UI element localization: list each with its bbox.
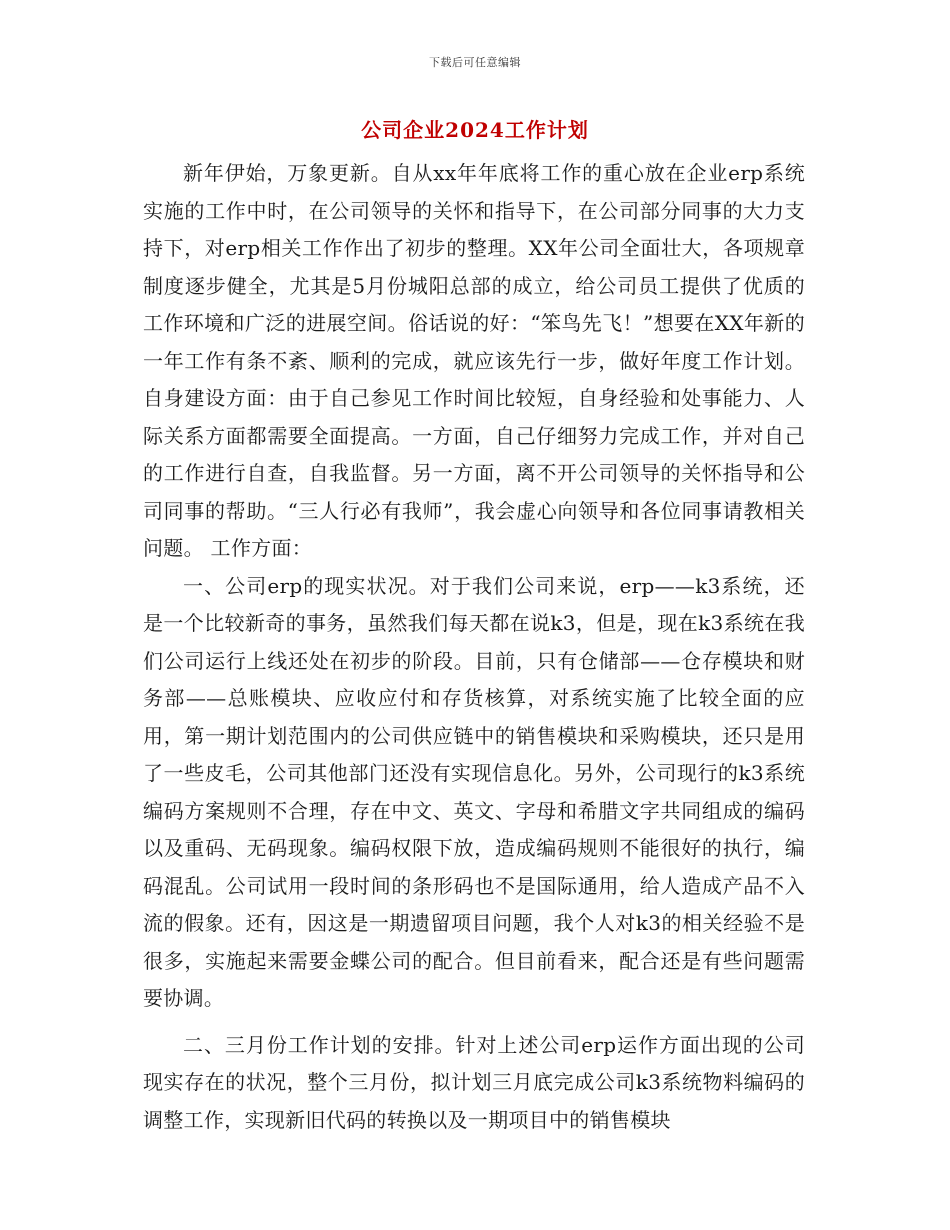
document-title: 公司企业2024工作计划 xyxy=(361,118,589,142)
paragraph-section-2: 二、三月份工作计划的安排。针对上述公司erp运作方面出现的公司现实存在的状况，整个三月份，拟计划三月底完成公司k3系统物料编码的调整工作，实现新旧代码的转换以及一期项目中的销售模块 xyxy=(143,1032,805,1132)
document-body xyxy=(143,155,805,1139)
paragraph-section-1: 一、公司erp的现实状况。对于我们公司来说，erp——k3系统，还是一个比较新奇的事务，虽然我们每天都在说k3，但是，现在k3系统在我们公司运行上线还处在初步的阶段。目前，只有仓储部——仓存模块和财务部——总账模块、应收应付和存货核算，对系统实施了比较全面的应用，第一期计划范围内的公司供应链中的销售模块和采购模块，还只是用了一些皮毛，公司其他部门还没有实现信息化。另外，公司现行的k3系统编码方案规则不合理，存在中文、英文、字母和希腊文字共同组成的编码以及重码、无码现象。编码权限下放，造成编码规则不能很好的执行，编码混乱。公司试用一段时间的条形码也不是国际通用，给人造成产品不入流的假象。还有，因这是一期遗留项目问题，我个人对k3的相关经验不是很多，实施起来需要金蝶公司的配合。但目前看来，配合还是有些问题需要协调。 xyxy=(143,573,805,1010)
paragraph-intro: 新年伊始，万象更新。自从xx年年底将工作的重心放在企业erp系统实施的工作中时，在公司领导的关怀和指导下，在公司部分同事的大力支持下，对erp相关工作作出了初步的整理。XX年公司全面壮大，各项规章制度逐步健全，尤其是5月份城阳总部的成立，给公司员工提供了优质的工作环境和广泛的进展空间。俗话说的好：“笨鸟先飞！”想要在XX年新的一年工作有条不紊、顺利的完成，就应该先行一步，做好年度工作计划。自身建设方面：由于自己参见工作时间比较短，自身经验和处事能力、人际关系方面都需要全面提高。一方面，自己仔细努力完成工作，并对自己的工作进行自查，自我监督。另一方面，离不开公司领导的关怀指导和公司同事的帮助。“三人行必有我师”，我会虚心向领导和各位同事请教相关问题。 工作方面： xyxy=(143,161,805,560)
header-note: 下载后可任意编辑 xyxy=(429,56,521,69)
